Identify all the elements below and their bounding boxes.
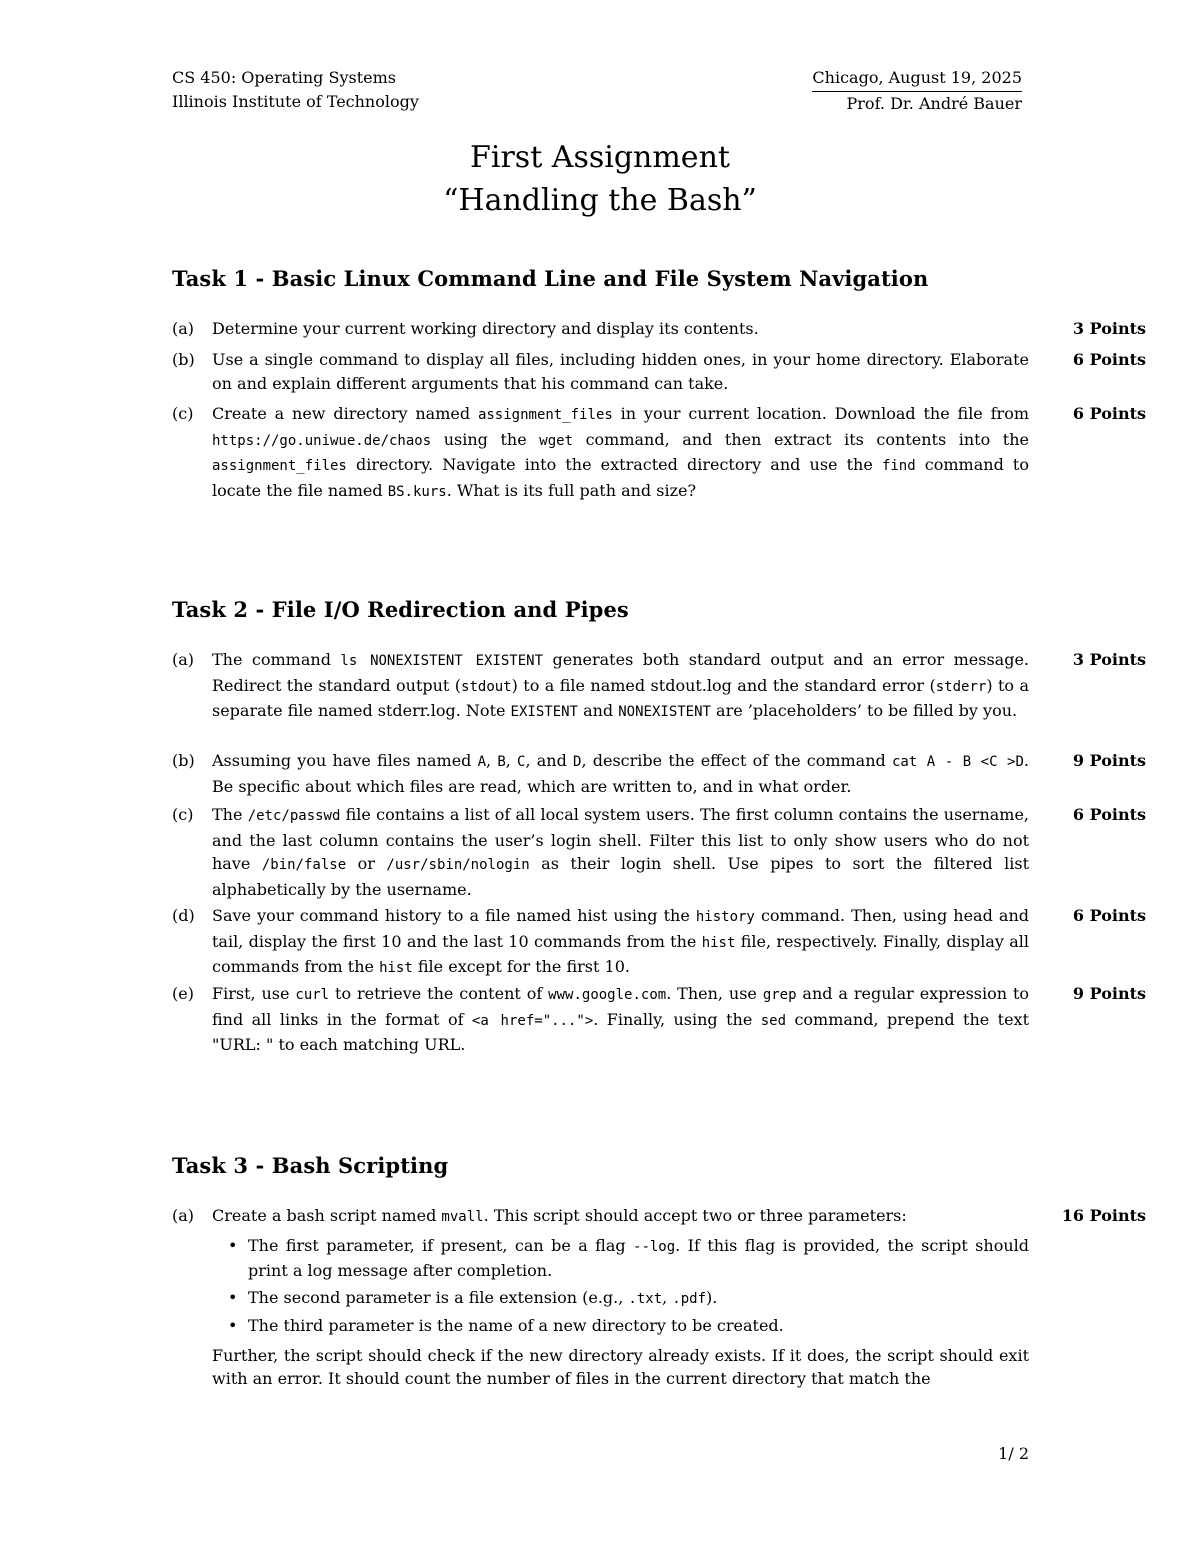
list-item: • The first parameter, if present, can be a flag --log. If this flag is provided, the script should print a log message after completion. [212,1234,1029,1283]
points-badge: 6 Points [1072,350,1146,369]
item-text: Create a new directory named assignment_files in your current location. Download the file from https://go.uniwue.de/chaos using the wget command, and then extract its contents into the assignment_files directory. Navigate into the extracted directory and use the find command to locate the file named BS.kurs. What is its full path and size? [212,404,1030,500]
item-label: (b) [172,350,195,369]
points-badge: 16 Points [1061,1206,1146,1225]
item-text: Assuming you have files named A, B, C, and D, describe the effect of the command cat A - B <C >D. Be specific about which files are read, which are written to, and in what order. [212,751,1030,796]
course-header [172,66,419,114]
date-header [812,66,1022,116]
task-2a [172,648,1146,725]
item-label: (a) [172,650,195,669]
task-2b [172,749,1146,798]
item-label: (d) [172,906,195,925]
item-text: Save your command history to a file named hist using the history command. Then, using head and tail, display the first 10 and the last 10 commands from the hist file, respectively. Finally, display all commands from the hist file except for the first 10. [212,906,1030,976]
task-2d [172,904,1146,981]
item-text: The /etc/passwd file contains a list of all local system users. The first column contains the username, and the last column contains the user’s login shell. Filter this list to only show users who do not have /bin/false or /usr/sbin/nologin as their login shell. Use pipes to sort the filtered list alphabetically by the username. [212,805,1030,899]
item-label: (b) [172,751,195,770]
item-label: (a) [172,319,195,338]
points-badge: 3 Points [1072,650,1146,669]
item-label: (c) [172,805,194,824]
task-2c [172,803,1146,901]
task-1-heading: Task 1 - Basic Linux Command Line and File System Navigation [172,266,929,291]
points-badge: 3 Points [1072,319,1146,338]
points-badge: 9 Points [1072,751,1146,770]
institution-name: Illinois Institute of Technology [172,92,419,111]
title-line-1: First Assignment [470,140,730,175]
points-badge: 6 Points [1072,805,1146,824]
task-1b [172,348,1146,395]
task-3a [172,1204,1146,1391]
list-item: • The third parameter is the name of a new directory to be created. [212,1314,1029,1338]
page-number: 1/ 2 [998,1444,1029,1463]
task-1c [172,402,1146,504]
item-label: (c) [172,404,194,423]
professor-name: Prof. Dr. André Bauer [846,94,1022,113]
list-item: • The second parameter is a file extension (e.g., .txt, .pdf). [212,1286,1029,1312]
place-date: Chicago, August 19, 2025 [812,66,1022,92]
points-badge: 9 Points [1072,984,1146,1003]
task-1a [172,317,1146,341]
title-line-2: “Handling the Bash” [443,183,757,218]
item-paragraph: Further, the script should check if the new directory already exists. If it does, the script should exit with an error. It should count the number of files in the current directory that match the [212,1345,1029,1388]
item-text: First, use curl to retrieve the content of www.google.com. Then, use grep and a regular expression to find all links in the format of <a href="...">. Finally, using the sed command, prepend the text "URL: " to each matching URL. [212,984,1030,1054]
course-name: CS 450: Operating Systems [172,68,396,87]
item-label: (e) [172,984,194,1003]
parameter-list [212,1234,1029,1338]
item-label: (a) [172,1206,195,1225]
document-title [0,136,1200,222]
item-text: The command ls NONEXISTENT EXISTENT generates both standard output and an error message. Redirect the standard output (stdout) to a file named stdout.log and the standard error (stderr) to a separate file named stderr.log. Note EXISTENT and NONEXISTENT are ’placeholders’ to be filled by you. [212,650,1030,720]
task-2-heading: Task 2 - File I/O Redirection and Pipes [172,597,629,622]
points-badge: 6 Points [1072,906,1146,925]
points-badge: 6 Points [1072,404,1146,423]
task-3-heading: Task 3 - Bash Scripting [172,1153,449,1178]
item-text: Determine your current working directory and display its contents. [212,319,759,338]
item-text: Use a single command to display all files, including hidden ones, in your home directory. Elaborate on and explain different arguments that his command can take. [212,350,1029,393]
item-text: Create a bash script named mvall. This script should accept two or three parameters: [212,1206,907,1225]
task-2e [172,982,1146,1057]
